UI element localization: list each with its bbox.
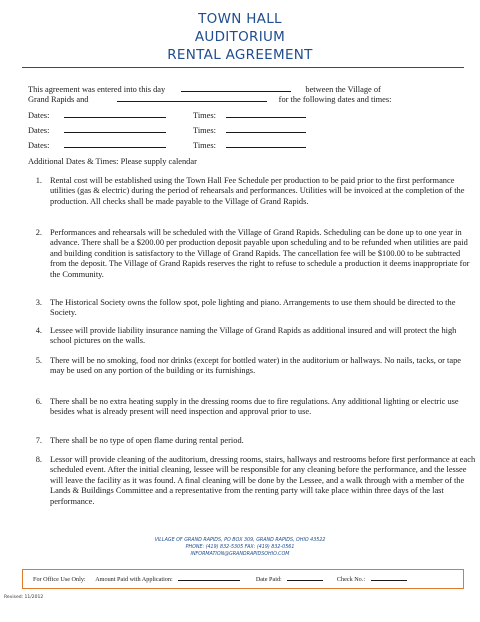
intro-text-2: between the Village of <box>305 85 381 94</box>
term-number: 8. <box>35 455 42 464</box>
amount-paid-label: Amount Paid with Application: <box>95 576 173 583</box>
time-field-3[interactable] <box>226 139 306 148</box>
term-text: There shall be no type of open flame during rental period. <box>50 436 244 445</box>
time-field-1[interactable] <box>226 109 306 118</box>
term-number: 7. <box>35 436 42 445</box>
day-field[interactable] <box>181 83 291 92</box>
term-number: 5. <box>35 356 42 365</box>
times-row-3 <box>193 139 306 151</box>
times-label: Times: <box>193 126 216 135</box>
term-text: Rental cost will be established using the Town Hall Fee Schedule per production to be paid prior to the first performance utilities (gas & electric) during the period of rehearsals and performances. Utilities will be invoiced at the completion of the production. All checks shall be made payable to the Village of Grand Rapids. <box>50 176 465 206</box>
amount-paid-field[interactable] <box>178 574 240 581</box>
footer-phone: PHONE: (419) 832-5305 FAX: (419) 832-0561 <box>185 545 295 550</box>
revised-date: Revised: 11/2012 <box>4 595 44 600</box>
title-line-3: RENTAL AGREEMENT <box>167 47 313 63</box>
date-paid-field[interactable] <box>287 574 323 581</box>
term-number: 4. <box>35 326 42 335</box>
date-field-1[interactable] <box>64 109 166 118</box>
office-use-box <box>22 569 464 589</box>
term-number: 1. <box>35 176 42 185</box>
office-use-label: For Office Use Only: <box>33 576 86 583</box>
title-line-1: TOWN HALL <box>198 11 282 27</box>
date-field-2[interactable] <box>64 124 166 133</box>
times-row-2 <box>193 124 306 136</box>
lessee-name-field[interactable] <box>117 93 267 102</box>
term-number: 2. <box>35 228 42 237</box>
term-number: 3. <box>35 298 42 307</box>
term-text: Performances and rehearsals will be scheduled with the Village of Grand Rapids. Scheduling can be done up to one year in advance. There shall be a $200.00 per production deposit payable upon scheduling and to be refunded when utilities are paid and building condition is satisfactory to the Village of Grand Rapids. The cancellation fee will be $100.00 to be subtracted from the deposit. The Village of Grand Rapids reserves the right to refuse to schedule a production it deems inappropriate for the Community. <box>50 228 470 279</box>
check-no-label: Check No.: <box>336 576 366 583</box>
term-number: 6. <box>35 397 42 406</box>
term-text: Lessee will provide liability insurance naming the Village of Grand Rapids as additional insured and will protect the high school pictures on the walls. <box>50 326 457 346</box>
term-text: There shall be no extra heating supply in the dressing rooms due to fire regulations. Any additional lighting or electric use besides what is already present will need inspection and approval prior to use. <box>50 397 459 417</box>
dates-row-2 <box>28 124 166 136</box>
header-rule <box>22 67 464 68</box>
intro-line-2 <box>28 93 391 105</box>
date-paid-label: Date Paid: <box>255 576 282 583</box>
intro-text-1: This agreement was entered into this day <box>28 85 166 94</box>
time-field-2[interactable] <box>226 124 306 133</box>
additional-dates-note: Additional Dates & Times: Please supply calendar <box>28 157 197 166</box>
dates-label: Dates: <box>28 126 50 135</box>
intro-text-4: for the following dates and times: <box>278 95 392 104</box>
dates-row-1 <box>28 109 166 121</box>
times-row-1 <box>193 109 306 121</box>
footer-address: VILLAGE OF GRAND RAPIDS, PO BOX 309, GRAND RAPIDS, OHIO 43522 <box>154 538 326 543</box>
date-field-3[interactable] <box>64 139 166 148</box>
term-text: There will be no smoking, food nor drinks (except for bottled water) in the auditorium or hallways. No nails, tacks, or tape may be used on any portion of the building or its furnishings. <box>50 356 461 376</box>
intro-text-3: Grand Rapids and <box>28 95 89 104</box>
footer-email: INFORMATION@GRANDRAPIDSOHIO.COM <box>190 552 290 557</box>
dates-label: Dates: <box>28 111 50 120</box>
times-label: Times: <box>193 111 216 120</box>
times-label: Times: <box>193 141 216 150</box>
dates-row-3 <box>28 139 166 151</box>
check-no-field[interactable] <box>371 574 407 581</box>
term-text: The Historical Society owns the follow spot, pole lighting and piano. Arrangements to use them should be directed to the Society. <box>50 298 456 318</box>
title-line-2: AUDITORIUM <box>194 29 286 45</box>
dates-label: Dates: <box>28 141 50 150</box>
term-text: Lessor will provide cleaning of the auditorium, dressing rooms, stairs, hallways and restrooms before first performance at each scheduled event. After the initial cleaning, lessee will be responsible for any cleaning before the performance, and the lessee will leave the facility as it was found. A final cleaning will be done by the Lessee, and a walk through with a member of the Lands & Buildings Committee and a representative from the renting party will take place within three days of the last performance. <box>50 455 476 506</box>
